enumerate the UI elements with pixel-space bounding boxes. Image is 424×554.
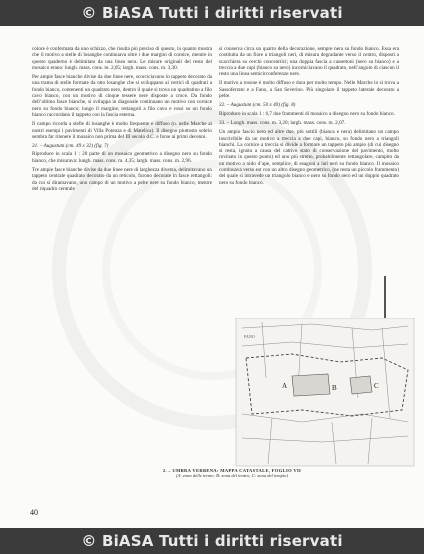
watermark-text-bottom: © BiASA Tutti i diritti riservati	[81, 532, 343, 550]
right-paragraph-1: si conserva circa un quarto della decorazione, sempre nera su fondo bianco. Essa era costituita da un fiore a triangoli neri, di misura degradante verso il centro, disposti a scacchiera su cerchi concentrici; una doppia fascia a cassettoni (nero su bianco) e a treccia a due capi (bianco su nero) incorniciavano il quadrato, nell’angolo di ciascun il resto una linea semicirconferenze nere.	[219, 46, 399, 78]
left-paragraph-4: Riproduce in scala 1 : 20 parte di un mosaico geometrico a disegno nero su fondo bianco, che misurava: lungh. mass. cons. m. 4,35; largh. mass. cons. m. 2,96.	[32, 151, 212, 164]
watermark-banner-top	[0, 0, 424, 26]
watermark-banner-bottom	[0, 528, 424, 554]
right-paragraph-3: Riproduce in scala 1 : 6,7 due frammenti di mosaico a disegno nero su fondo bianco.	[219, 110, 395, 117]
figure-caption	[152, 468, 312, 479]
figure-caption-legend: (A: zona delle terme; B: zona del teatro; C: zona del tempio)	[176, 473, 288, 479]
text-column-right	[219, 46, 399, 189]
left-paragraph-3: Il campo ricorda a stelle di losanghe è molto frequente e diffuso (n. nelle Marche ai nostri esempi i pavimenti di Villa Potenza e di Matelica). Il disegno piuttosto sobrio sembra far ritenere il mosaico non prima del III secolo d.C. e forse ai primi decenni.	[32, 121, 212, 140]
right-paragraph-2: Il motivo a rosone è molto diffuso e dura per molto tempo. Nelle Marche lo si trova a Sassoferrato e a Fano, a San Severino. Più singolare il tappeto laterale decorato a pelte.	[219, 80, 399, 100]
page-number: 40	[30, 508, 38, 517]
right-paragraph-5: Un ampio fascio nero ed altre due, più sottili (bianca e nera) delimitano un campo inscrivibile da un motivo a treccia a due capi, bianco, su fondo nero a triangoli bianchi. La cornice a treccia si divide a formare un tappeto più ampio (di cui disegno si resta, ignota a causa del cattivo stato di conservazione del pavimento, molto rovinato in questo punto) ed uno più stretto, probabilmente rettangolare, campito da un motivo a nido d’ape, semplice, di esagoni a lati neri su fondo bianco. Il mosaico continuava verso est con un altro disegno geometrico, (ne resta un piccolo frammento) del quale si intravede un triangolo bianco e nero su fondo nero ed un doppio quadrato nero su fondo bianco.	[219, 129, 399, 186]
cadastral-map-figure	[232, 318, 418, 468]
map-place-label: FANO	[244, 334, 255, 339]
map-zone-shape	[292, 374, 330, 396]
map-label-b: B	[332, 384, 337, 392]
text-column-left	[32, 46, 212, 195]
left-entry-heading: 31. – Augustum (cm. 49 x 32) (fig. 7)	[32, 143, 109, 150]
right-paragraph-4: 33. – Lungh. mass. cons. m. 3,20; largh. mass. cons. m. 2,07.	[219, 119, 346, 126]
map-label-c: C	[374, 382, 379, 390]
left-paragraph-5: Tre ampie fasce bianche divise da due linee nere di larghezza diversa, delimitavano un tappeto centrale quadrato decorato da un reticolo, furono decorate in fasce rettangoli: da cui si diramavano, uno campo di un motivo a pelte nere su fondo bianco, mentre del riquadro centrale	[32, 167, 212, 192]
map-label-a: A	[282, 382, 288, 390]
map-zone-shape	[350, 376, 372, 394]
right-entry-heading: 32. – Augustum (cm. 50 x 40) (fig. 8)	[219, 102, 296, 109]
figure-caption-title: 2. – UMBRA VERBENA: MAPPA CATASTALE, FOGLIO VII	[162, 468, 302, 473]
left-paragraph-2: Per ampie fasce bianche divise da due linee nere, scorciciavano in tappeto decorato da una trama di stelle formate da otto losanghe che si sviluppano ai vertici di quadrati a fondo bianco, contenenti un quadrato nero, dentro il quale si trova un quadratino a filo cavo bianco, con un motivo di cinque tessere nere disposte a croce. Da fondo dell’ultimo fasce bianche, si sviluppa in diagonale continuano un motivo con cornice nero su fondo bianco; lungo il margine, rettangoli a filo cavo e rossi su un fondo bianco raccordano il tappeto con la fascia esterna.	[32, 74, 212, 118]
left-paragraph-1: colore è confermata da uno schizzo, che risulta più preciso di questo, in quanto mostra che il motivo a stelle di losanghe continuava oltre i due margini di cornice, mentre in questo quaderno è delimitato da una linea nera. Le misure originali del resto del mosaico erano: lungh. mass. cons. m. 2,05; largh. mass. cons. m. 3,30.	[32, 46, 212, 71]
watermark-text-top: © BiASA Tutti i diritti riservati	[81, 4, 343, 22]
